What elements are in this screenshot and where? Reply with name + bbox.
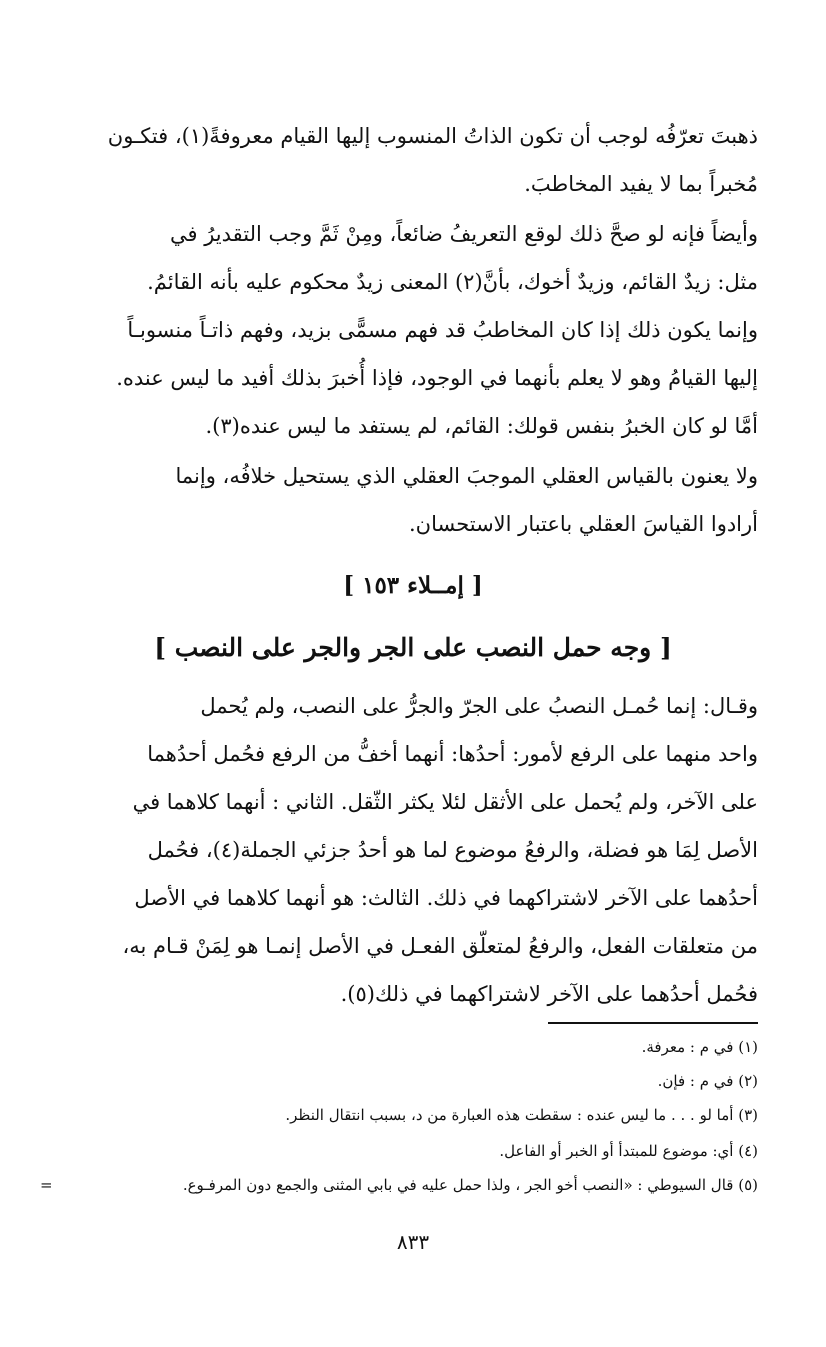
text-line: إليها القيامُ وهو لا يعلم بأنهما في الوجود، فإذا أُخبرَ بذلك أفيد ما ليس عنده. (116, 366, 758, 390)
text-line: مثل: زيدٌ القائم، وزيدٌ أخوك، بأنَّ(٢) المعنى زيدٌ محكوم عليه بأنه القائمُ. (147, 270, 758, 294)
text-line: على الآخر، ولم يُحمل على الأثقل لئلا يكثر الثّقل. الثاني : أنهما كلاهما في (132, 790, 758, 814)
paragraph-3 (68, 452, 758, 548)
footnote: (٤) أي: موضوع للمبتدأ أو الخبر أو الفاعل. (499, 1142, 758, 1160)
footnote: (٥) قال السيوطي : «النصب أخو الجر ، ولذا حمل عليه في بابي المثنى والجمع دون المرفـوع. (182, 1176, 758, 1194)
text-line: من متعلقات الفعل، والرفعُ لمتعلّق الفعـل في الأصل إنمـا هو لِمَنْ قـام به، (122, 934, 758, 958)
topic-heading: [ وجه حمل النصب على الجر والجر على النصب ] (154, 633, 672, 662)
text-line: ذهبتَ تعرّفُه لوجب أن تكون الذاتُ المنسوب إليها القيام معروفةً(١)، فتكـون (107, 124, 758, 148)
footnote: (١) في م : معرفة. (641, 1038, 758, 1056)
text-line: وأيضاً فإنه لو صحَّ ذلك لوقع التعريفُ ضائعاً، ومِنْ ثَمَّ وجب التقديرُ في (170, 222, 758, 246)
text-line: وإنما يكون ذلك إذا كان المخاطبُ قد فهم مسمًّى بزيد، وفهم ذاتـاً منسوبـاً (127, 318, 758, 342)
text-line: أمَّا لو كان الخبرُ بنفس قولك: القائم، لم يستفد ما ليس عنده(٣). (205, 414, 758, 438)
continuation-mark: = (40, 1176, 53, 1194)
text-line: واحد منهما على الرفع لأمور: أحدُها: أنهما أخفُّ من الرفع فحُمل أحدُهما (147, 742, 758, 766)
text-line: وقـال: إنما حُمـل النصبُ على الجرّ والجرُّ على النصب، ولم يُحمل (200, 694, 758, 718)
footnote: (٢) في م : فإن. (657, 1072, 758, 1090)
imla-heading: [ إمــلاء ١٥٣ ] (343, 572, 483, 599)
paragraph-1 (68, 112, 758, 208)
text-line: الأصل لِمَا هو فضلة، والرفعُ موضوع لما هو أحدُ جزئي الجملة(٤)، فحُمل (147, 838, 758, 862)
footnote: (٣) أما لو . . . ما ليس عنده : سقطت هذه العبارة من د، بسبب انتقال النظر. (285, 1106, 758, 1124)
text-line: فحُمل أحدُهما على الآخر لاشتراكهما في ذلك(٥). (340, 982, 758, 1006)
text-line: أحدُهما على الآخر لاشتراكهما في ذلك. الثالث: هو أنهما كلاهما في الأصل (134, 886, 758, 910)
text-line: أرادوا القياسَ العقلي باعتبار الاستحسان. (408, 512, 758, 536)
page-number: ٨٣٣ (396, 1230, 430, 1254)
text-line: ولا يعنون بالقياس العقلي الموجبَ العقلي الذي يستحيل خلافُه، وإنما (175, 464, 758, 488)
footnote-separator (548, 1022, 758, 1024)
paragraph-4 (68, 682, 758, 1018)
paragraph-2 (68, 210, 758, 450)
text-line: مُخبراً بما لا يفيد المخاطبَ. (524, 172, 758, 196)
